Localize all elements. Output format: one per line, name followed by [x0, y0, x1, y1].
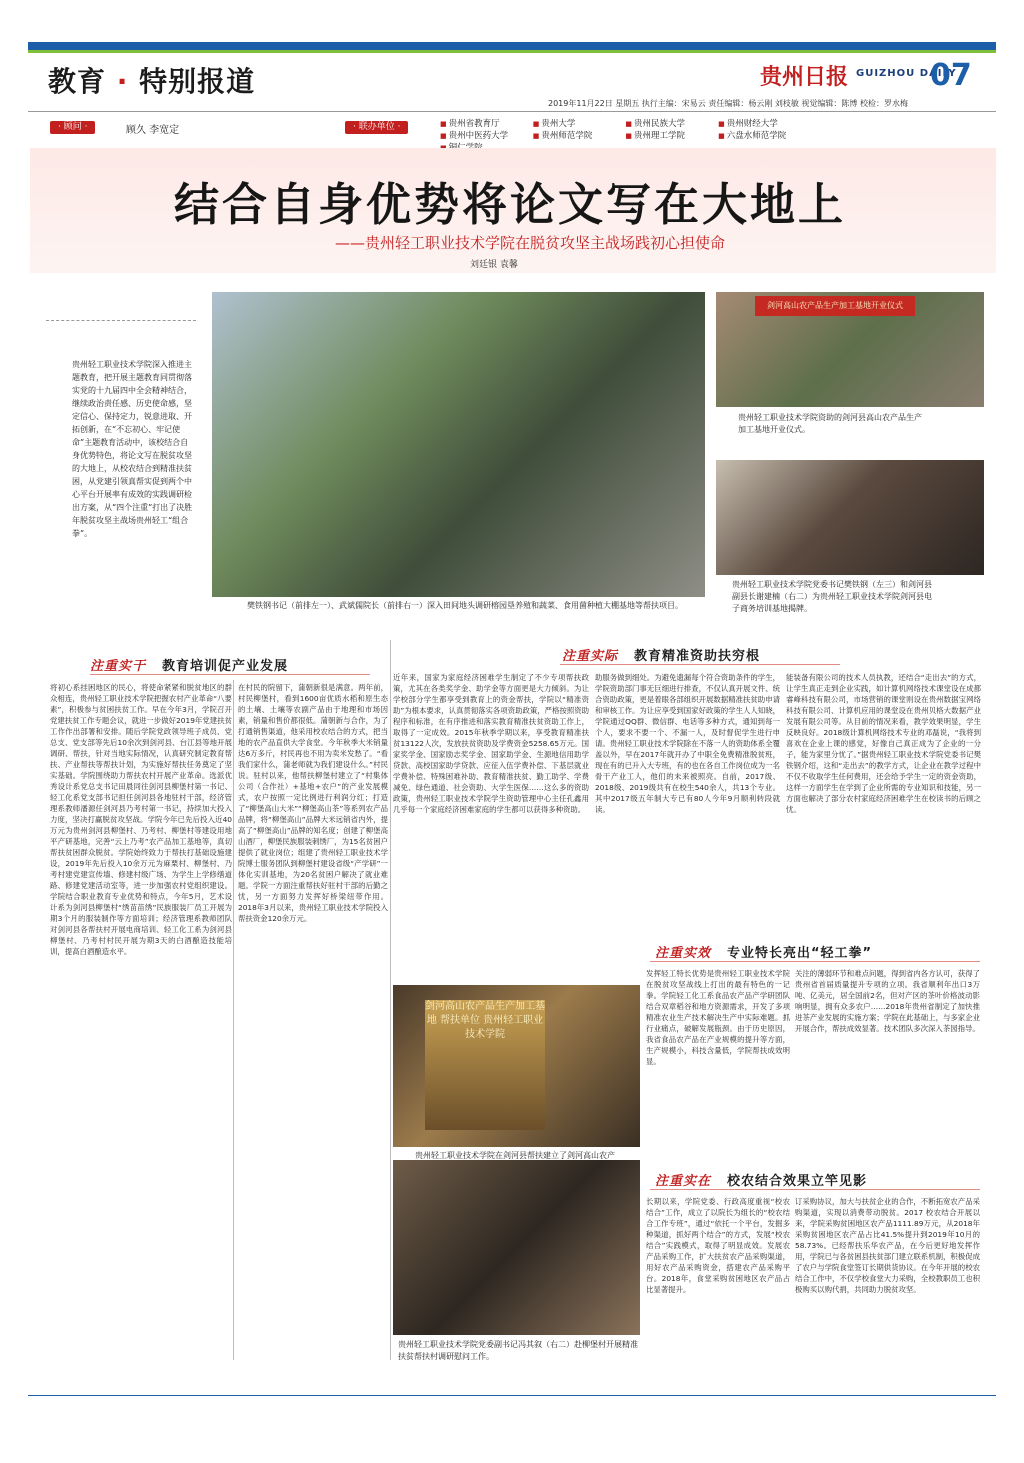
union-member: ■ 贵州理工学院: [625, 130, 715, 142]
top-accent-bar: [28, 50, 996, 53]
body-column: 能装备有限公司的技术人员执教，还结合“走出去”的方式，让学生真正走到企业实践，如计算机网络技术课堂设在成都睿峰科技有限公司，市场营销的课堂则设在贵州数据宝网络科技有限公司、计算机应用的课堂设在贵州贝格大数据产业发展有限公司等。从目前的情况来看，教学效果明显，学生反映良好。2018级计算机网络技术专业的邓磊说，“我将到喜欢在企业上课的感觉，好像自己真正成为了企业的一分子，能为家里分忧了。”据贵州轻工职业技术学院党委书记樊铁钢介绍，这和“走出去”的教学方式，让企业在教学过程中不仅不收取学生任何费用，还会给予学生一定的资金资助，这样一方面学生在学到了企业所需的专业知识和技能，另一方面也解决了部分农村家庭经济困难学生在校读书的后顾之忧。: [786, 673, 981, 814]
heading-rule: [90, 674, 370, 675]
header-rule: [28, 111, 996, 112]
heading-rule: [650, 961, 980, 962]
body-column: 在村民的院留下，蒲朝新很是满意。两年前，村民柳堡村，看到1600亩优质水稻和原生态的土壤、土壤等农副产品由于地理和市场因素，销量和售价都很低。蒲朝新与合作，为了打通销售渠道，他采用校农结合的方式，把当地的农产品直供大学食堂。今年秋季大米销量达6万多斤，村民再也不用为卖米发愁了。“看我们家什么，蒲老师就为我们建设什么。”村民说。驻村以来，他帮扶柳堡村建立了“村集体公司（合作社）+基地+农户”的产业发展模式，农户按照一定比例进行利润分红；打造了“柳堡高山大米”“柳堡高山茶”等系列农产品品牌，将“柳堡高山”品牌大米远销省内外，提高了“柳堡高山”品牌的知名度；创建了柳堡高山酒厂，柳堡民族服装刺绣厂，为15名贫困户提供了就业岗位；组建了贵州轻工职业技术学院博士服务团队到柳堡村建设省级“产学研”一体化实训基地，为20名贫困户解决了就业难题。学院一方面注重帮扶好驻村干部的后勤之忧，另一方面努力发挥好桥梁纽带作用。2018年3月以来，贵州轻工职业技术学院投入帮扶资金120余万元。: [238, 683, 388, 923]
advisor-tag: · 顾问 ·: [50, 121, 95, 134]
section-tag: 注重实效: [655, 946, 712, 961]
photo-caption: 樊铁钢书记（前排左一）、武斌儒院长（前排右一）深入田间地头调研榕园垦养殖和蔬菜、食用菌种植大棚基地等帮扶项目。: [247, 601, 683, 610]
body-column: 近年来，国家为家庭经济困难学生制定了不少专项帮扶政策，尤其在各类奖学金、助学金等方面更是大力倾斜。为让学校部分学生都享受到教育上的资金帮扶，学院以“精准资助”为根本要求，认真贯彻落实各项资助政策，严格按照资助程序和标准，在有序推进和落实教育精准扶贫资助工作上，取得了一定成效。2015年秋季学期以来，享受教育精准扶贫13122人次，发放扶贫资助及学费资金5258.65万元。国家奖学金、国家励志奖学金、国家助学金、生源地信用助学贷款、高校国家助学贷款、应征入伍学费补偿、下基层就业学费补偿、特殊困难补助、教育精准扶贫、勤工助学、学费减免、绿色通道、社会资助、大学生医保……这么多的资助政策，贵州轻工职业技术学院学生资助管理中心主任孔鑫用几乎每一个家庭经济困难家庭的学生都可以获得多种资助。: [393, 673, 589, 814]
heading-rule: [560, 664, 840, 665]
union-member: ■ 贵州民族大学: [625, 118, 715, 130]
photo-banner-text: 剑河高山农产品生产加工基地开业仪式: [755, 296, 915, 316]
section-heading-substance: [655, 1170, 867, 1189]
photo-caption: 贵州轻工职业技术学院在剑河县帮扶建立了剑河高山农产: [415, 1151, 615, 1160]
body-column: 长期以来，学院党委、行政高度重视“校农结合”工作，成立了以院长为组长的“校农结合工作专班”，通过“依托一个平台，发掘多种渠道，抓好两个结合”的方式，发展“校农结合”实践模式，取得了明显成效。发展农产品采购工作，扩大扶贫农产品采购渠道，用好农产品采购资金，搭建农产品采购平台。2018年，食堂采购贫困地区农产品占比显著提升。: [646, 1197, 790, 1294]
body-column: 发挥轻工特长优势是贵州轻工职业技术学院在脱贫攻坚战线上打出的最有特色的一记拳。学院轻工化工系食品农产品产学研团队结合双章稻谷和地方资源需求，开发了多项精准农业生产技术解决生产中实际难题。抓行业痛点，破解发展瓶颈。由于历史原因，我省食品农产品在产业规模的提升等方面，生产规模小，科技含量低，学院帮扶成效明显。: [646, 969, 790, 1066]
union-member: ■ 贵州中医药大学: [440, 130, 530, 142]
union-member: ■ 贵州财经大学: [718, 118, 808, 130]
section-heading-reality: [562, 645, 760, 664]
article-intro: 贵州轻工职业技术学院深入推进主题教育，把开展主题教育同贯彻落实党的十九届四中全会精神结合，继续政治责任感、历史使命感，坚定信心、保持定力，锐意进取、开拓创新，在“不忘初心、牢记使命”主题教育活动中，该校结合自身优势特色，将论文写在脱贫攻坚的大地上，从校农结合到精准扶贫困，从党建引领真帮实促到两个中心平台开展率有成效的实践调研检出方案，从“四个注重”打出了决胜年脱贫攻坚主战场贵州轻工“组合拳”。: [72, 360, 193, 538]
column-divider: [233, 680, 234, 1360]
section-heading-effect: [655, 942, 872, 961]
union-member: ■ 贵州师范学院: [533, 130, 623, 142]
footer-rule: [28, 1395, 996, 1396]
section-title: 教育培训促产业发展: [162, 659, 289, 674]
top-bar: [28, 42, 996, 50]
union-member: ■ 贵州大学: [533, 118, 623, 130]
section-title: 专业特长亮出“轻工拳”: [727, 946, 873, 961]
union-tag: · 联办单位 ·: [345, 121, 408, 134]
section-title-special: 特别报道: [139, 65, 256, 98]
section-title: 校农结合效果立竿见影: [727, 1174, 868, 1189]
section-tag: 注重实在: [655, 1174, 712, 1189]
photo-caption: 贵州轻工职业技术学院党委书记樊铁钢（左三）和剑河县副县长谢建楠（右二）为贵州轻工职业技术学院剑河县电子商务培训基地揭牌。: [732, 580, 932, 613]
section-title-dot: ·: [116, 65, 129, 98]
column-divider: [390, 640, 391, 1360]
article-headline: 结合自身优势将论文写在大地上: [173, 178, 846, 231]
body-column: 助服务做到细处。为避免遗漏每个符合资助条件的学生，学院资助部门事无巨细进行排查，不仅认真开展文件、统合资助政策，更是着眼各部组织开展数据精准扶贫助申请和审核工作。为让应享受到国家好政策的学生人人知晓，学院通过QQ群、微信群、电话等多种方式，通知到每一个人，要求不要一个、不漏一人，及时督促学生进行申请。贵州轻工职业技术学院除在不落一人的资助体系全覆盖以外，早在2017年就开办了中职全免费精准脱贫班，现在有的已升入大专班，有的也在各自工作岗位成为一名骨干产业工人，他们的未来被照亮。自前，2017级、2018级、2019级共有在校生540余人，共13个专业。其中2017级五年制大专已有80人今年9月顺利转段就读。: [595, 673, 780, 814]
body-column: 关注的薄弱环节和难点问题，得到省内各方认可，获得了贵州省首届质量提升专项的立项。我省顺利年出口3万吨、亿美元，居全国前2名，但对产区的茶叶价格波动影响明显，拥有众多农户……2018年贵州省制定了加快推进茶产业发展的实施方案；学院在此基础上，与多家企业开展合作，帮扶成效显著。技术团队多次深入茶园指导。: [795, 969, 980, 1033]
union-member: ■ 六盘水师范学院: [718, 130, 808, 142]
photo-sign-text: 剑河高山农产品生产加工基地 帮扶单位 贵州轻工职业技术学院: [425, 1000, 545, 1130]
photo-field-visit: [212, 292, 705, 597]
page-number: 07: [930, 58, 972, 93]
newspaper-logo: 贵州日报: [760, 64, 849, 90]
body-column: 将初心系挂困地区的民心，将使命紧紧和脱贫地区的群众相连，贵州轻工职业技术学院把握农村产业革命“八要素”，积极参与贫困扶贫工作。早在今年3月，学院召开党建扶贫工作专题会议，就进一步做好2019年党建扶贫工作作出部署和安排。随后学院党政领导班子成员、党总支、党支部等先后10余次到剑河县、台江县等地开展调研、帮扶，针对当地实际情况，认真研究制定教育帮扶、产业帮扶等帮扶计划，为实施好帮扶任务奠定了坚实基础。学院围绕助力帮扶农村开展产业革命。选派优秀设计系党总支书记田晨同往剑河县柳堡村第一书记、轻工化系党支部书记担任剑河县各地驻村干部，经济管理系教师潘源任剑河县乃考村第一书记，持续加大投入力度，坚决打赢脱贫攻坚战。学院今年已先后投入近40万元为贵州剑河县柳堡村、乃考村、柳堡村等建设用地平产研基地，完善“云上乃考”农产品加工基地等，真切帮扶贫困群众脱贫。学院始终致力于帮扶打基础设施建设，2019年先后投入10余万元为麻栗村、柳堡村、乃考村建党建宣传墙、修建村级广场、为学生上学修缮道路、修建党建活动室等，进一步加强农村党组织建设。学院结合职业教育专业优势和特点，今年5月，艺术设计系为剑河县柳堡村“绣苗苗绣”民族服装厂员工开展为期3个月的服装制作等方面培训；经济管理系教师团队对剑河县各帮扶村开展电商培训、轻工化工系为剑河县柳堡村、乃考村村民开展为期3天的白酒酿造技能培训，提高白酒酿造水平。: [50, 683, 232, 956]
photo-plaque-unveiling: [716, 460, 984, 575]
union-member: ■ 贵州省教育厅: [440, 118, 530, 130]
section-tag: 注重实干: [90, 659, 147, 674]
dateline: 2019年11月22日 星期五 执行主编：宋易云 责任编辑：杨云刚 刘枝敏 视觉编辑：陈博 校检：罗水梅: [548, 99, 908, 108]
section-tag: 注重实际: [562, 649, 619, 664]
article-byline: 刘廷银 袁馨: [470, 260, 518, 270]
body-column: 订采购协议，加大与扶贫企业的合作，不断拓宽农产品采购渠道，实现以消费带动脱贫。2017 校农结合开展以来，学院采购贫困地区农产品1111.89万元，从2018年采购贫困地区农产品占比41.5%提升到2019年10月的58.73%。已经帮扶乐华农产品，在今后更好地发挥作用，学院已与各贫困县扶贫部门建立联系机制，积极促成了农户与学院食堂签订长期供货协议。在今年开展的校农结合工作中，不仅学校食堂大力采购，全校教职员工也积极购买以购代捐，共同助力脱贫攻坚。: [795, 1197, 980, 1294]
photo-caption: 贵州轻工职业技术学院资助的剑河县高山农产品生产加工基地开业仪式。: [738, 413, 922, 434]
photo-village-visit: [393, 1160, 640, 1335]
section-title-main: 教育: [48, 65, 107, 98]
heading-rule: [650, 1189, 980, 1190]
article-subheadline: ——贵州轻工职业技术学院在脱贫攻坚主战场践初心担使命: [334, 234, 725, 252]
section-heading-practice: [90, 655, 288, 674]
advisor-names: 顾久 李宽定: [126, 125, 180, 136]
section-title: 教育精准资助扶穷根: [634, 649, 761, 664]
section-title: [48, 60, 255, 100]
newspaper-logo-en: GUIZHOU DAILY: [856, 68, 957, 79]
photo-caption: 贵州轻工职业技术学院党委副书记冯其叙（右二）赴柳堡村开展精准扶贫帮扶村调研慰问工作。: [398, 1340, 638, 1361]
